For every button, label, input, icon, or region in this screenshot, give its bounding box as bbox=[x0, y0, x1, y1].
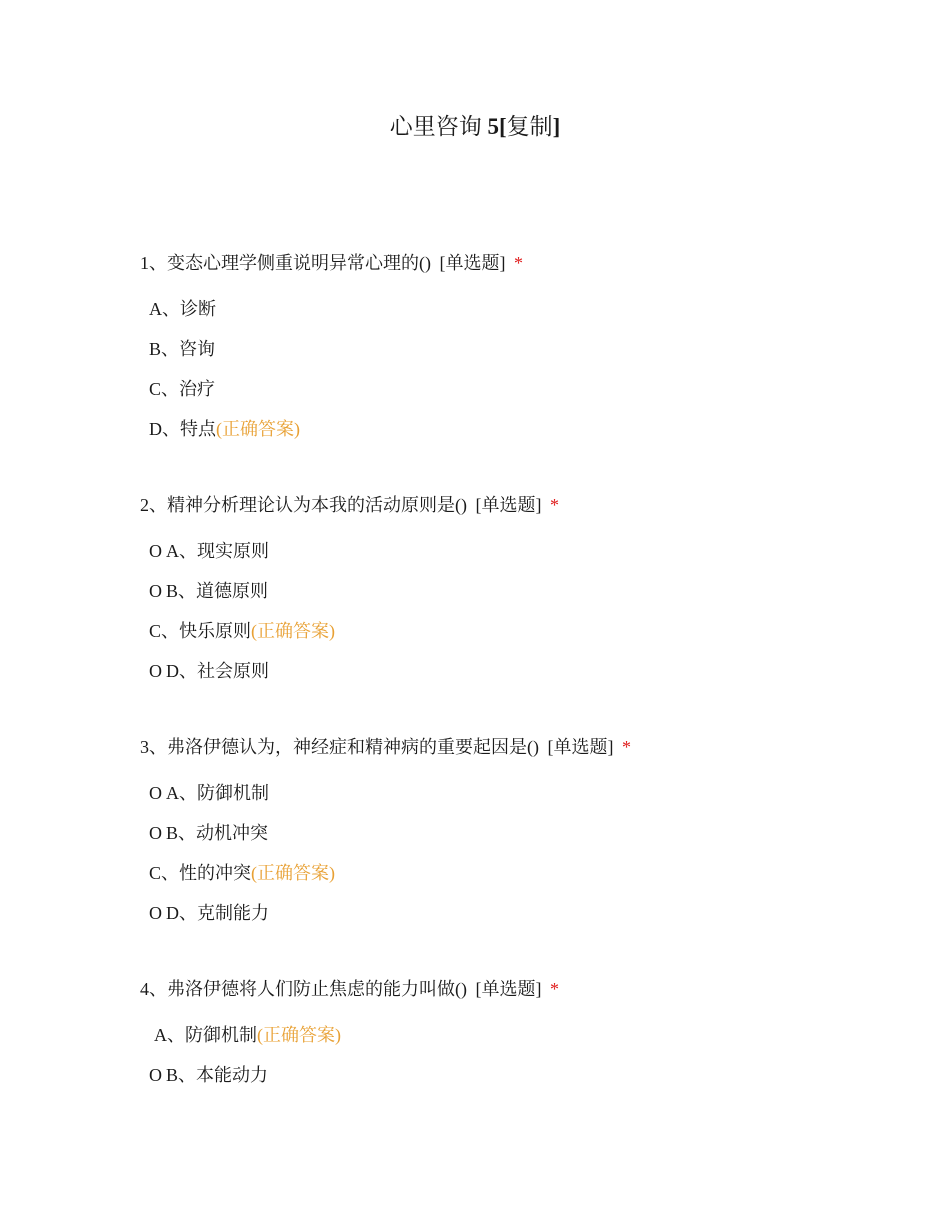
option-d[interactable] bbox=[149, 416, 840, 442]
required-marker: * bbox=[622, 737, 631, 757]
option-b[interactable] bbox=[149, 820, 840, 846]
correct-answer-label: (正确答案) bbox=[257, 1025, 341, 1045]
title-suffix-bracket-open: [ bbox=[498, 114, 507, 139]
option-a[interactable] bbox=[149, 296, 840, 322]
question-stem bbox=[140, 250, 840, 276]
title-suffix-bracket-close: ] bbox=[552, 114, 561, 139]
title-number: 5 bbox=[487, 114, 499, 139]
required-marker: * bbox=[550, 495, 559, 515]
question-4 bbox=[140, 976, 840, 1102]
question-2 bbox=[140, 492, 840, 698]
question-type: [单选题] bbox=[475, 495, 542, 515]
radio-mark[interactable]: O bbox=[149, 541, 162, 561]
correct-answer-label: (正确答案) bbox=[251, 863, 336, 883]
option-list bbox=[140, 1022, 840, 1088]
option-b[interactable] bbox=[149, 336, 840, 362]
option-c[interactable] bbox=[149, 376, 840, 402]
option-d[interactable] bbox=[149, 658, 840, 684]
question-text: 4、弗洛伊德将人们防止焦虑的能力叫做() bbox=[140, 979, 467, 999]
title-suffix: 复制 bbox=[506, 114, 553, 139]
question-1 bbox=[140, 250, 840, 456]
option-c[interactable] bbox=[149, 618, 840, 644]
option-text: D、克制能力 bbox=[166, 903, 269, 923]
radio-mark[interactable]: O bbox=[149, 823, 162, 843]
option-a[interactable] bbox=[149, 780, 840, 806]
option-b[interactable] bbox=[149, 1062, 840, 1088]
option-text: D、社会原则 bbox=[166, 661, 269, 681]
option-list bbox=[140, 780, 840, 926]
option-text: A、防御机制 bbox=[166, 783, 269, 803]
option-a[interactable] bbox=[154, 1022, 840, 1048]
option-list bbox=[140, 296, 840, 442]
correct-answer-label: (正确答案) bbox=[216, 419, 300, 439]
option-text: B、本能动力 bbox=[166, 1065, 269, 1085]
question-type: [单选题] bbox=[475, 979, 542, 999]
option-text: A、诊断 bbox=[149, 299, 216, 319]
question-text: 1、变态心理学侧重说明异常心理的() bbox=[140, 253, 431, 273]
option-text: D、特点 bbox=[149, 419, 216, 439]
option-text: A、现实原则 bbox=[166, 541, 269, 561]
question-text: 3、弗洛伊德认为，神经症和精神病的重要起因是() bbox=[140, 737, 539, 757]
question-stem bbox=[140, 976, 840, 1002]
radio-mark[interactable]: O bbox=[149, 1065, 162, 1085]
page-title bbox=[0, 112, 950, 142]
option-text: C、性的冲突 bbox=[149, 863, 252, 883]
required-marker: * bbox=[514, 253, 523, 273]
option-a[interactable] bbox=[149, 538, 840, 564]
question-type: [单选题] bbox=[547, 737, 614, 757]
correct-answer-label: (正确答案) bbox=[251, 621, 336, 641]
radio-mark[interactable]: O bbox=[149, 903, 162, 923]
option-text: C、治疗 bbox=[149, 379, 216, 399]
title-main: 心里咨询 bbox=[389, 114, 482, 139]
radio-mark[interactable]: O bbox=[149, 581, 162, 601]
option-text: B、动机冲突 bbox=[166, 823, 269, 843]
option-c[interactable] bbox=[149, 860, 840, 886]
question-type: [单选题] bbox=[439, 253, 506, 273]
radio-mark[interactable]: O bbox=[149, 783, 162, 803]
option-text: B、道德原则 bbox=[166, 581, 269, 601]
option-text: A、防御机制 bbox=[154, 1025, 257, 1045]
option-text: B、咨询 bbox=[149, 339, 216, 359]
question-stem bbox=[140, 734, 840, 760]
required-marker: * bbox=[550, 979, 559, 999]
question-text: 2、精神分析理论认为本我的活动原则是() bbox=[140, 495, 467, 515]
option-text: C、快乐原则 bbox=[149, 621, 252, 641]
option-b[interactable] bbox=[149, 578, 840, 604]
option-d[interactable] bbox=[149, 900, 840, 926]
radio-mark[interactable]: O bbox=[149, 661, 162, 681]
option-list bbox=[140, 538, 840, 684]
question-3 bbox=[140, 734, 840, 940]
question-stem bbox=[140, 492, 840, 518]
